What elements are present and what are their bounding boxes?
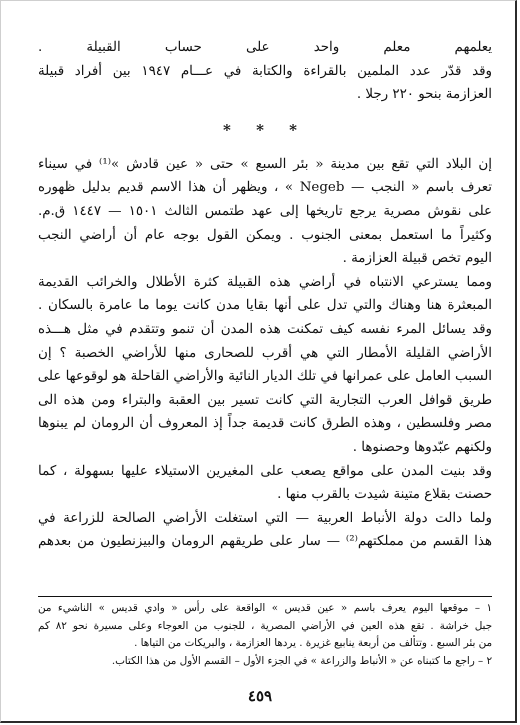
text-line: على نقوش مصرية يرجع تاريخها إلى عهد طتمس الثالث ١٥٠١ — ١٤٤٧ ق.م.: [38, 203, 492, 219]
text-line: السبب العامل على عمرانها في تلك الديار النائية والأراضي القاحلة هو لوقوعها على: [38, 369, 492, 385]
footnotes: [38, 600, 492, 670]
footnote-line: ٢ – راجع ما كتبناه عن « الأنباط والزراعة » في الجزء الأول – القسم الأول من هذا الكتاب.: [111, 654, 492, 667]
footnote-line: من بئر السبع . وتتألف من أربعة ينابيع غزيرة . يردها العزازمة ، والبريكات من التياها .: [134, 637, 492, 650]
footnote-line: ١ – موقعها اليوم يعرف باسم « عين قديس » الواقعة على رأس « وادي قديس » الناشيء من: [38, 602, 492, 614]
text-line: حصنت بقلاع متينة شيدت بالقرب منها .: [277, 487, 492, 503]
main-text: [38, 36, 492, 554]
text-line: الأراضي القليلة الأمطار التي هي أقرب للصحارى منها للأراضي الخصبة ؟ إن: [38, 345, 492, 361]
text-line: ولما دالت دولة الأنباط العربية — التي استغلت الأراضي الصالحة للزراعة في: [38, 510, 492, 526]
footnote-divider: [38, 596, 492, 597]
text-line: ولكنهم عبّدوها وحصنوها .: [352, 439, 492, 455]
text-line: مصر وفلسطين ، وهذه الطرق كانت قديمة جداً إذ المعروف أن الرومان لم يبنوها: [38, 416, 492, 432]
text-line: اليوم تخص قبيلة العزازمة .: [342, 251, 492, 267]
page-number: ٤٥٩: [247, 687, 273, 705]
text-line: المبعثرة هنا وهناك والتي تدل على أنها بقايا مدن كانت يوما ما عامرة بالسكان .: [38, 298, 492, 314]
text-line: هذا القسم من مملكتهم⁽²⁾ — سار على طريقهم الرومان والبيزنطيون من بعدهم: [38, 534, 492, 550]
text-line: وقد قدّر عدد الملمين بالقراءة والكتابة في عـــام ١٩٤٧ بين أفراد قبيلة: [38, 63, 492, 79]
text-line: وكثيراً ما استعمل بمعنى الجنوب . ويمكن القول بوجه عام أن أراضي النجب: [38, 227, 492, 243]
text-line: تعرف باسم « النجب — Negeb » ، ويظهر أن هذا الاسم قديم بدليل ظهوره: [38, 180, 492, 196]
text-line: يعلمهم معلم واحد على حساب القبيلة .: [38, 40, 492, 55]
text-line: وقد يسائل المرء نفسه كيف تمكنت هذه المدن أن تنمو وتتقدم في مثل هـــذه: [38, 321, 492, 337]
text-line: طريق قوافل العرب التجارية التي كانت تسير بين العقبة والبتراء ومن هذه الى: [38, 392, 492, 408]
text-line: وقد بنيت المدن على مواقع يصعب على المغيرين الاستيلاء عليها بسهولة ، كما: [38, 463, 492, 479]
text-line: العزازمة بنحو ٢٢٠ رجلا .: [356, 87, 492, 103]
text-line: ومما يسترعي الانتباه في أراضي هذه القبيلة كثرة الأطلال والخرائب القديمة: [38, 274, 492, 290]
text-line: إن البلاد التي تقع بين مدينة « بئر السبع » حتى « عين قادش »⁽¹⁾ في سيناء: [38, 156, 492, 172]
section-separator: * * *: [223, 120, 307, 139]
footnote-line: جبل خراشة . تقع هذه العين في الأراضي المصرية ، للجنوب من العوجاء وعلى مسيرة نحو ٨٢ كم: [38, 619, 492, 632]
